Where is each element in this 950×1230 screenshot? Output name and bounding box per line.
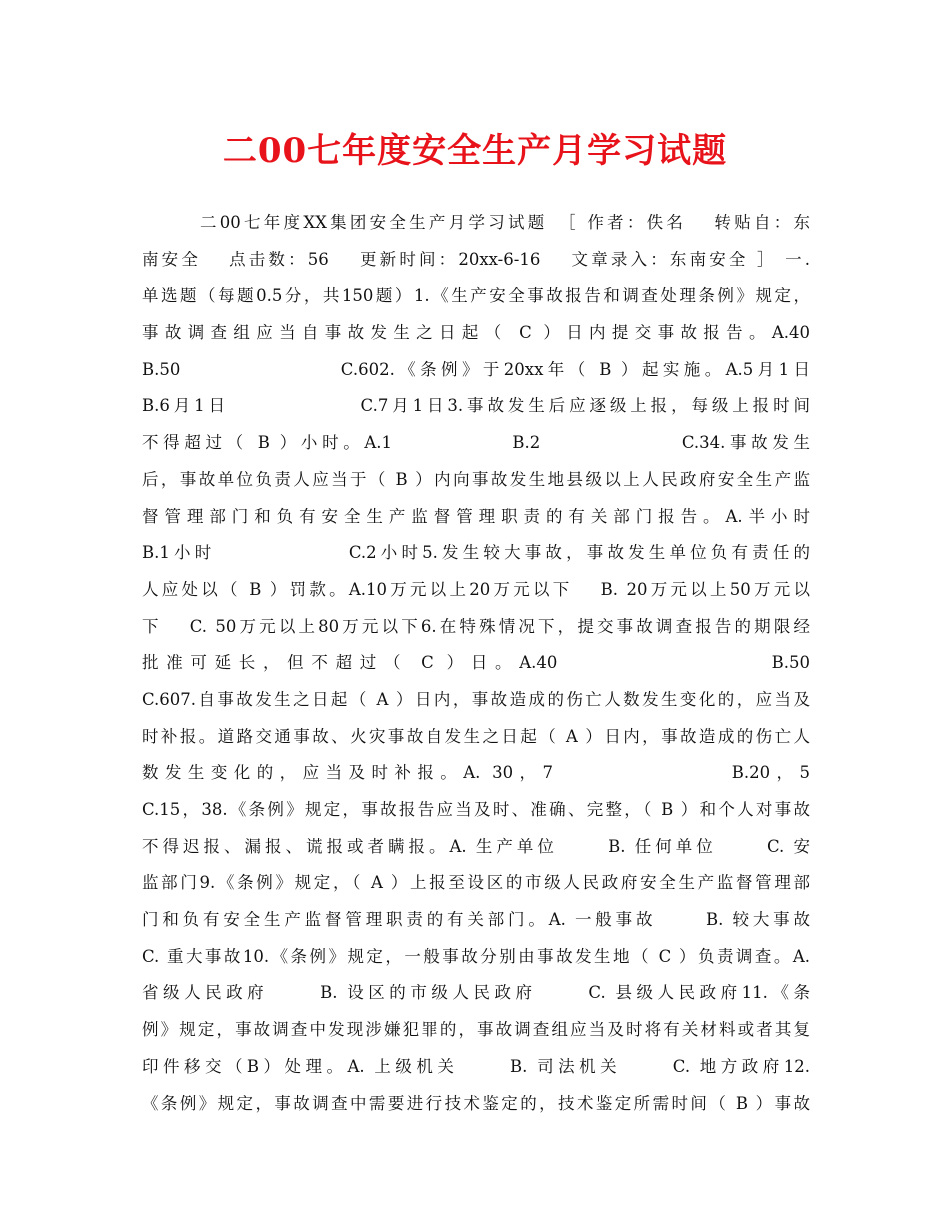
body-line: 批准可延长，但不超过（ C ）日。A.40 B.50 — [142, 653, 810, 673]
document-title: 二00七年度安全生产月学习试题 — [222, 131, 728, 171]
body-line: B.1小时 C.2小时5.发生较大事故，事故发生单位负有责任的 — [142, 543, 810, 563]
body-line: 不得超过（ B ）小时。A.1 B.2 C.34.事故发生 — [142, 433, 810, 453]
body-line: C.15，38.《条例》规定，事故报告应当及时、准确、完整，（ B ）和个人对事故 — [142, 800, 810, 819]
body-line: 例》规定，事故调查中发现涉嫌犯罪的，事故调查组应当及时将有关材料或者其复 — [142, 1020, 810, 1040]
body-line: B.6月1日 C.7月1日3.事故发生后应逐级上报，每级上报时间 — [142, 396, 810, 416]
body-line: C. 重大事故10.《条例》规定，一般事故分别由事故发生地（ C ）负责调查。A. — [142, 946, 810, 966]
body-line: 南安全 点击数：56 更新时间：20xx-6-16 文章录入：东南安全 ］ 一. — [142, 249, 810, 269]
body-line: 后，事故单位负责人应当于（ B ）内向事故发生地县级以上人民政府安全生产监 — [142, 469, 810, 489]
body-line: 不得迟报、漏报、谎报或者瞒报。A. 生产单位 B. 任何单位 C. 安 — [142, 836, 810, 856]
body-line: 下 C. 50万元以上80万元以下6.在特殊情况下，提交事故调查报告的期限经 — [142, 616, 810, 636]
body-line: 人应处以（ B ）罚款。A.10万元以上20万元以下 B. 20万元以上50万元以 — [142, 579, 810, 599]
body-line: 印件移交（B）处理。A. 上级机关 B. 司法机关 C. 地方政府12. — [142, 1056, 810, 1076]
body-line: 事故调查组应当自事故发生之日起（ C ）日内提交事故报告。A.40 — [142, 323, 810, 343]
body-line: C.607.自事故发生之日起（ A ）日内，事故造成的伤亡人数发生变化的，应当及 — [142, 689, 810, 709]
body-line: 督管理部门和负有安全生产监督管理职责的有关部门报告。A.半小时 — [142, 506, 810, 526]
body-line: 数发生变化的，应当及时补报。A. 30，7 B.20，5 — [142, 763, 810, 783]
body-line: 单选题（每题0.5分，共150题）1.《生产安全事故报告和调查处理条例》规定， — [142, 286, 810, 306]
body-line: 省级人民政府 B. 设区的市级人民政府 C. 县级人民政府11.《条 — [142, 983, 810, 1003]
body-line: 《条例》规定，事故调查中需要进行技术鉴定的，技术鉴定所需时间（ B ）事故 — [142, 1093, 810, 1113]
document-body — [142, 205, 810, 1122]
body-line: 时补报。道路交通事故、火灾事故自发生之日起（ A ）日内，事故造成的伤亡人 — [142, 726, 810, 746]
body-line: B.50 C.602.《条例》于20xx年（ B ）起实施。A.5月1日 — [142, 359, 810, 379]
body-line: 二00七年度XX集团安全生产月学习试题 ［ 作者：佚名 转贴自：东 — [200, 213, 810, 232]
body-line: 门和负有安全生产监督管理职责的有关部门。A. 一般事故 B. 较大事故 — [142, 910, 810, 930]
body-line: 监部门9.《条例》规定，（ A ）上报至设区的市级人民政府安全生产监督管理部 — [142, 873, 810, 893]
